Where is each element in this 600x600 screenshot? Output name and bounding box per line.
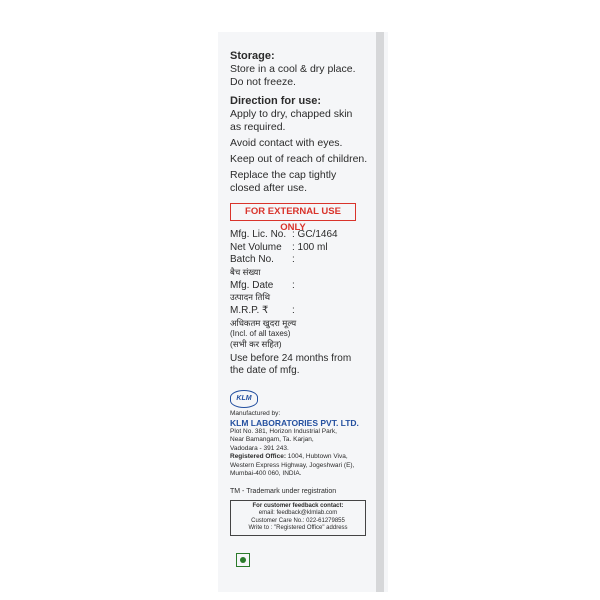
address-line: Near Bamangam, Ta. Karjan, (230, 436, 314, 443)
vegetarian-mark-icon (236, 553, 250, 567)
registered-address-line: Western Express Highway, Jogeshwari (E), (230, 461, 355, 469)
mfg-date-row (230, 280, 380, 293)
net-volume-label: Net Volume (230, 241, 282, 253)
taxes-note: (Incl. of all taxes) (230, 328, 291, 338)
company-name: KLM LABORATORIES PVT. LTD. (230, 417, 359, 428)
direction-line: Avoid contact with eyes. (230, 137, 343, 149)
net-volume-value: : 100 ml (292, 241, 328, 253)
feedback-line: Write to : "Registered Office" address (248, 525, 348, 531)
use-before-line: Use before 24 months from (230, 352, 352, 364)
storage-line: Do not freeze. (230, 76, 296, 88)
feedback-line: email: feedback@klmlab.com (258, 510, 338, 516)
storage-line: Store in a cool & dry place. (230, 63, 356, 75)
direction-line: Keep out of reach of children. (230, 153, 368, 165)
external-use-notice: FOR EXTERNAL USE ONLY (230, 203, 356, 221)
net-volume-row (230, 242, 380, 255)
feedback-line: Customer Care No.: 022-61279855 (251, 517, 345, 524)
spec-block (230, 229, 380, 378)
address-line: Plot No. 381, Horizon Industrial Park, (230, 427, 337, 435)
use-before-line: the date of mfg. (230, 365, 300, 376)
mfg-lic-label: Mfg. Lic. No. (230, 229, 287, 240)
mrp-colon: : (292, 305, 295, 316)
batch-label: Batch No. (230, 254, 274, 265)
mrp-hindi: अधिकतम खुदरा मूल्य (230, 317, 297, 328)
mfg-date-hindi: उत्पादन तिथि (230, 292, 271, 302)
mfg-date-colon: : (292, 279, 295, 291)
direction-line: Replace the cap tightly (230, 169, 337, 181)
feedback-line: For customer feedback contact: (252, 502, 344, 509)
direction-line: as required. (230, 121, 286, 133)
klm-logo: KLM (230, 390, 258, 408)
registered-office-label: Registered Office: (230, 453, 286, 460)
mfg-date-label: Mfg. Date (230, 279, 274, 291)
batch-colon: : (292, 254, 295, 265)
label-panel (230, 50, 380, 536)
directions-heading: Direction for use: (230, 95, 322, 107)
mfg-lic-row (230, 229, 380, 242)
batch-hindi: बैच संख्या (230, 266, 261, 277)
batch-row (230, 254, 380, 267)
manufactured-by-label: Manufactured by: (230, 409, 281, 417)
registered-office-first: 1004, Hubtown Viva, (286, 453, 348, 460)
taxes-hindi: (सभी कर सहित) (230, 338, 282, 349)
address-line: Vadodara - 391 243. (230, 444, 289, 452)
trademark-note: TM - Trademark under registration (230, 487, 337, 495)
direction-line: Apply to dry, chapped skin (230, 108, 353, 120)
mrp-row (230, 305, 380, 318)
mfg-lic-value: : GC/1464 (292, 229, 338, 240)
registered-address-line: Mumbai-400 060, INDIA. (230, 470, 302, 477)
registered-office-line (230, 453, 380, 462)
feedback-box (230, 500, 366, 536)
mrp-label: M.R.P. ₹ (230, 305, 269, 316)
storage-heading: Storage: (230, 50, 275, 62)
direction-line: closed after use. (230, 182, 308, 194)
